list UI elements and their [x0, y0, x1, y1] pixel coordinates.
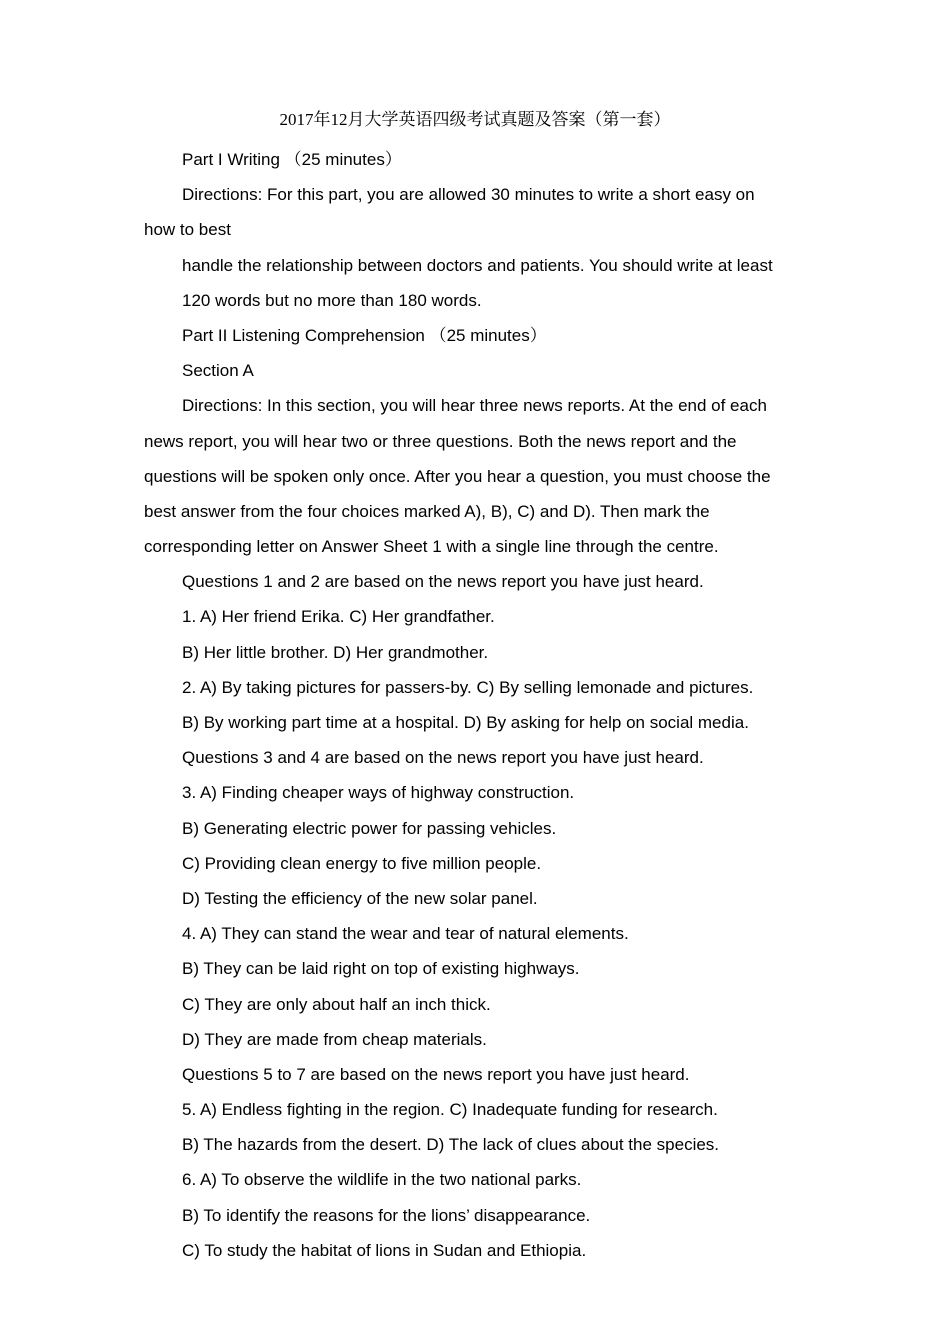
page-title: 2017年12月大学英语四级考试真题及答案（第一套） [279, 110, 671, 129]
text-line: handle the relationship between doctors and patients. You should write at least [182, 255, 773, 275]
text-line: B) To identify the reasons for the lions’ disappearance. [182, 1205, 591, 1225]
text-line: B) The hazards from the desert. D) The lack of clues about the species. [182, 1135, 720, 1155]
text-line: B) By working part time at a hospital. D) By asking for help on social media. [182, 713, 749, 732]
document-body [144, 142, 814, 1268]
text-line: 4. A) They can stand the wear and tear of natural elements. [182, 924, 629, 944]
text-line: Section A [182, 361, 254, 381]
text-line: B) They can be laid right on top of existing highways. [182, 959, 580, 979]
text-line: 120 words but no more than 180 words. [182, 290, 482, 310]
text-line: Part I Writing （25 minutes） [182, 150, 402, 169]
text-line: 6. A) To observe the wildlife in the two national parks. [182, 1170, 582, 1190]
text-line: 5. A) Endless fighting in the region. C) Inadequate funding for research. [182, 1100, 718, 1120]
text-line: 3. A) Finding cheaper ways of highway construction. [182, 783, 575, 803]
text-line: Directions: In this section, you will hear three news reports. At the end of each [182, 396, 767, 416]
text-line: best answer from the four choices marked A), B), C) and D). Then mark the [144, 501, 710, 521]
text-line: news report, you will hear two or three questions. Both the news report and the [144, 431, 737, 451]
text-line: C) Providing clean energy to five million people. [182, 853, 542, 873]
text-line: C) To study the habitat of lions in Sudan and Ethiopia. [182, 1240, 587, 1260]
text-line: D) Testing the efficiency of the new solar panel. [182, 888, 538, 908]
text-line: Directions: For this part, you are allowed 30 minutes to write a short easy on [182, 185, 755, 205]
text-line: 2. A) By taking pictures for passers-by. C) By selling lemonade and pictures. [182, 677, 754, 697]
text-line: questions will be spoken only once. After you hear a question, you must choose the [144, 466, 771, 486]
text-line: B) Generating electric power for passing vehicles. [182, 818, 557, 838]
text-line: 1. A) Her friend Erika. C) Her grandfather. [182, 607, 495, 627]
text-line: Questions 1 and 2 are based on the news report you have just heard. [182, 572, 704, 592]
text-line: Part II Listening Comprehension （25 minutes） [182, 325, 547, 345]
text-line: B) Her little brother. D) Her grandmother. [182, 642, 489, 662]
text-line: D) They are made from cheap materials. [182, 1029, 487, 1049]
text-line: how to best [144, 220, 231, 240]
text-line: C) They are only about half an inch thick. [182, 994, 491, 1014]
text-line: corresponding letter on Answer Sheet 1 with a single line through the centre. [144, 537, 719, 557]
text-line: Questions 3 and 4 are based on the news report you have just heard. [182, 748, 704, 768]
text-line: Questions 5 to 7 are based on the news report you have just heard. [182, 1064, 690, 1084]
